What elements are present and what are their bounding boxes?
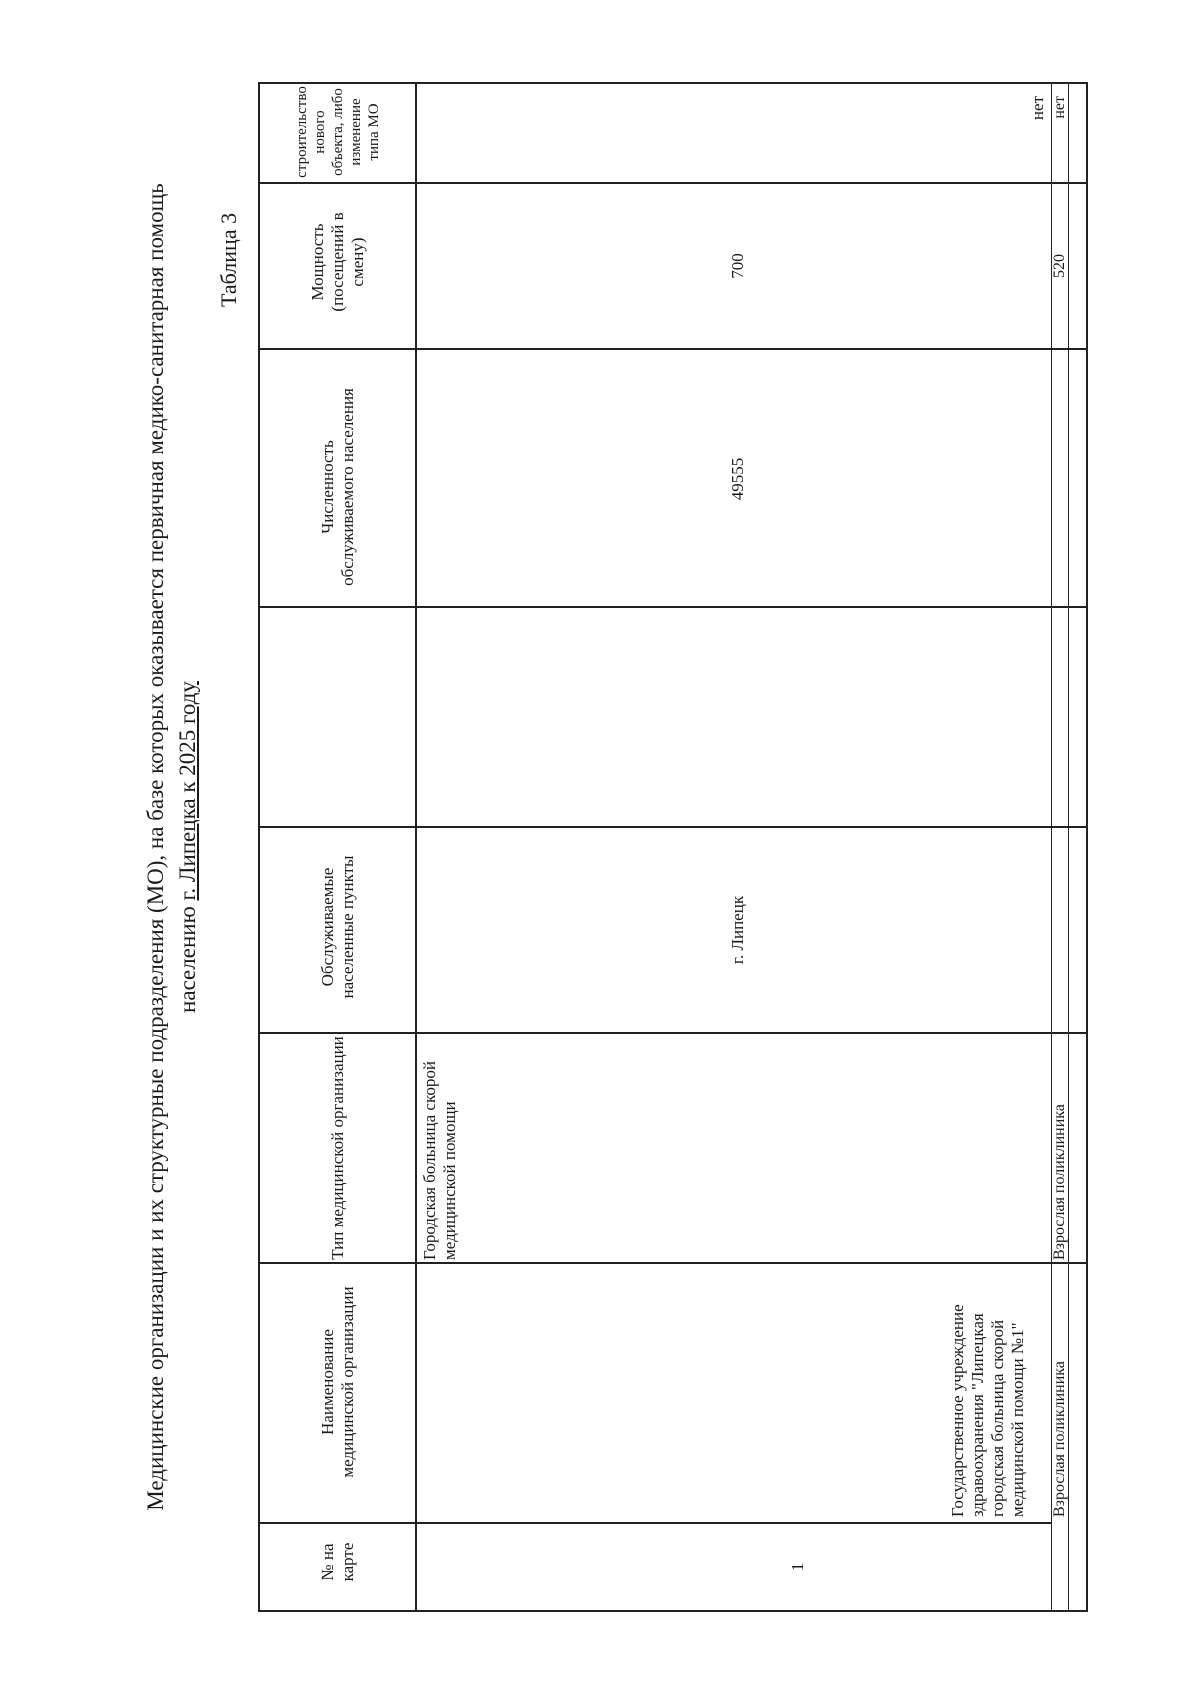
header-settlements: Обслуживаемые населенные пункты — [318, 855, 357, 999]
header-type: Тип медицинской организации — [328, 1036, 347, 1260]
subrow-name: Взрослая поликлиника — [1051, 1361, 1068, 1517]
row-settlements: г. Липецк — [728, 895, 747, 965]
col-line-6 — [258, 348, 1088, 350]
col-line-0 — [258, 1610, 1088, 1612]
subrow-construction: нет — [1051, 96, 1068, 119]
row-construction: нет — [1028, 96, 1047, 121]
header-construction: строительство нового объекта, либо изменение типа МО — [294, 86, 382, 178]
table-border-bottom — [1086, 82, 1088, 1612]
title-line-2-prefix: населению — [175, 900, 200, 1013]
col-line-8 — [258, 82, 1088, 84]
title-line-2-underlined: г. Липецка к 2025 году — [175, 681, 200, 901]
row-population: 49555 — [728, 457, 747, 501]
col-line-2 — [258, 1262, 1088, 1264]
header-population: Численность обслуживаемого населения — [318, 388, 357, 586]
table-header-divider — [415, 82, 417, 1612]
document-title — [140, 97, 204, 1597]
table-label: Таблица 3 — [216, 212, 241, 307]
col-line-1 — [258, 1522, 1052, 1524]
col-line-7 — [258, 182, 1088, 184]
col-line-4 — [258, 826, 1088, 828]
title-line-2 — [172, 97, 204, 1597]
row-num: 1 — [788, 1562, 807, 1572]
row-type: Городская больница скорой медицинской помощи — [420, 1061, 459, 1260]
subrow-type: Взрослая поликлиника — [1051, 1104, 1068, 1260]
title-line-1: Медицинские организации и их структурные подразделения (МО), на базе которых оказывается первичная медико-санитарная помощь — [143, 183, 168, 1511]
facilities-table — [258, 82, 1088, 1612]
subrow-capacity: 520 — [1051, 254, 1068, 278]
row-name: Государственное учреждение здравоохранения "Липецкая городская больница скорой медицинской помощи №1" — [948, 1304, 1027, 1517]
header-num: № на карте — [318, 1542, 357, 1582]
table-border-top — [258, 82, 260, 1612]
col-line-5 — [258, 606, 1088, 608]
header-capacity: Мощность (посещений в смену) — [308, 212, 367, 312]
header-name: Наименование медицинской организации — [318, 1286, 357, 1478]
row-capacity: 700 — [728, 253, 747, 279]
